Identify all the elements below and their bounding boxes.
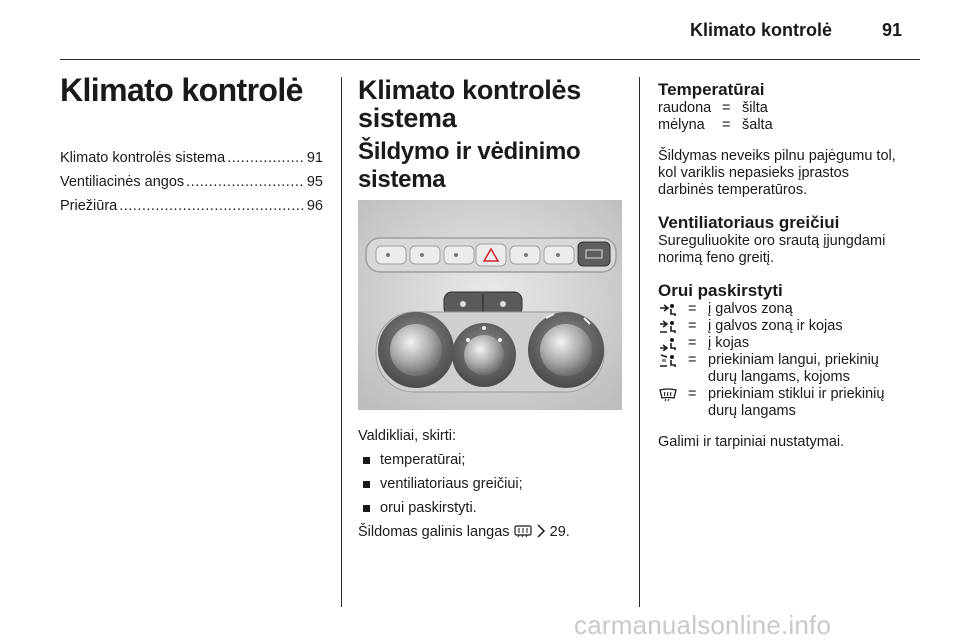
definition-term: mėlyna — [658, 117, 705, 133]
toc-entry-page[interactable]: 96 — [306, 198, 323, 214]
chapter-title: Klimato kontrolė — [60, 72, 303, 108]
section-title-line: sistema — [358, 103, 457, 133]
toc-entry-page[interactable]: 95 — [306, 174, 323, 190]
toc-entry-label[interactable]: Klimato kontrolės sistema — [60, 150, 226, 166]
definition-separator: = — [688, 352, 697, 368]
toc-entry[interactable] — [60, 198, 323, 222]
section-title-line: Klimato kontrolės — [358, 75, 581, 105]
note-line: kol variklis nepasieks įprastos — [658, 165, 849, 181]
toc-entry-label[interactable]: Priežiūra — [60, 198, 118, 214]
definition-separator: = — [688, 386, 697, 402]
definition-row — [658, 100, 928, 117]
list-item — [358, 496, 628, 520]
toc-leader-dots — [186, 174, 305, 190]
air-to-windscreen-and-feet-icon — [658, 352, 688, 369]
bullet-square-icon — [363, 481, 370, 488]
distribution-row — [658, 386, 928, 420]
definition-separator: = — [688, 335, 697, 351]
rear-window-text: Šildomas galinis langas — [358, 524, 510, 540]
distribution-footer: Galimi ir tarpiniai nustatymai. — [658, 434, 845, 450]
column-divider-left — [341, 77, 342, 607]
toc-entry[interactable] — [60, 174, 323, 198]
toc-entry-page[interactable]: 91 — [306, 150, 323, 166]
toc-leader-dots — [227, 150, 305, 166]
distribution-row — [658, 352, 928, 386]
subsection-title-line: Šildymo ir vėdinimo — [358, 138, 581, 165]
temperature-note — [658, 148, 928, 199]
fan-speed-text: Sureguliuokite oro srautą įjungdami — [658, 233, 886, 249]
running-header-title: Klimato kontrolė — [690, 20, 833, 40]
air-to-head-and-feet-icon — [658, 318, 688, 335]
toc-entry[interactable] — [60, 150, 323, 174]
definition-row — [658, 117, 928, 134]
toc-leader-dots — [119, 198, 305, 214]
distribution-row — [658, 318, 928, 335]
climate-control-panel-photo — [358, 200, 622, 410]
distribution-text-line: į galvos zoną ir kojas — [708, 318, 843, 334]
note-line: darbinės temperatūros. — [658, 182, 808, 198]
definition-meaning: šilta — [742, 100, 768, 116]
table-of-contents — [60, 150, 323, 222]
definition-term: raudona — [658, 100, 712, 116]
distribution-text-line: priekiniam stiklui ir priekinių — [708, 386, 885, 402]
toc-entry-label[interactable]: Ventiliacinės angos — [60, 174, 185, 190]
fan-speed-heading: Ventiliatoriaus greičiui — [658, 213, 840, 232]
page-number: 91 — [882, 20, 903, 40]
rear-window-page-ref[interactable]: 29. — [549, 524, 570, 540]
list-item-text: temperatūrai; — [380, 452, 466, 468]
list-item-text: orui paskirstyti. — [380, 500, 477, 516]
fan-speed-text: norimą feno greitį. — [658, 250, 775, 266]
rear-window-line — [358, 520, 628, 544]
definition-separator: = — [722, 117, 731, 133]
distribution-row — [658, 301, 928, 318]
air-to-feet-icon — [658, 335, 688, 352]
controls-description — [358, 424, 628, 544]
temperature-heading: Temperatūrai — [658, 80, 765, 99]
list-item — [358, 448, 628, 472]
settings-column — [658, 80, 928, 451]
distribution-text-line: durų langams, kojoms — [708, 369, 850, 385]
distribution-text — [708, 301, 928, 318]
distribution-text-line: į kojas — [708, 335, 750, 351]
distribution-text-line: į galvos zoną — [708, 301, 793, 317]
definition-meaning: šalta — [742, 117, 773, 133]
page-reference-arrow-icon[interactable] — [536, 524, 546, 538]
definition-separator: = — [722, 100, 731, 116]
distribution-text — [708, 335, 928, 352]
distribution-text — [708, 352, 928, 386]
distribution-text — [708, 318, 928, 335]
bullet-square-icon — [363, 505, 370, 512]
list-item-text: ventiliatoriaus greičiui; — [380, 476, 523, 492]
section-title — [358, 76, 628, 132]
definition-separator: = — [688, 301, 697, 317]
distribution-row — [658, 335, 928, 352]
note-line: Šildymas neveiks pilnu pajėgumu tol, — [658, 148, 896, 164]
controls-intro: Valdikliai, skirti: — [358, 428, 457, 444]
air-to-head-icon — [658, 301, 688, 318]
column-divider-right — [639, 77, 640, 607]
definition-separator: = — [688, 318, 697, 334]
list-item — [358, 472, 628, 496]
subsection-title-line: sistema — [358, 166, 446, 193]
header-divider — [60, 59, 920, 60]
distribution-text — [708, 386, 928, 420]
rear-window-heating-icon — [514, 524, 532, 538]
watermark-text: carmanualsonline.info — [574, 610, 832, 640]
windscreen-defrost-icon — [658, 386, 688, 403]
distribution-text-line: durų langams — [708, 403, 796, 419]
subsection-title — [358, 138, 628, 194]
bullet-square-icon — [363, 457, 370, 464]
air-distribution-heading: Orui paskirstyti — [658, 281, 783, 300]
distribution-text-line: priekiniam langui, priekinių — [708, 352, 879, 368]
